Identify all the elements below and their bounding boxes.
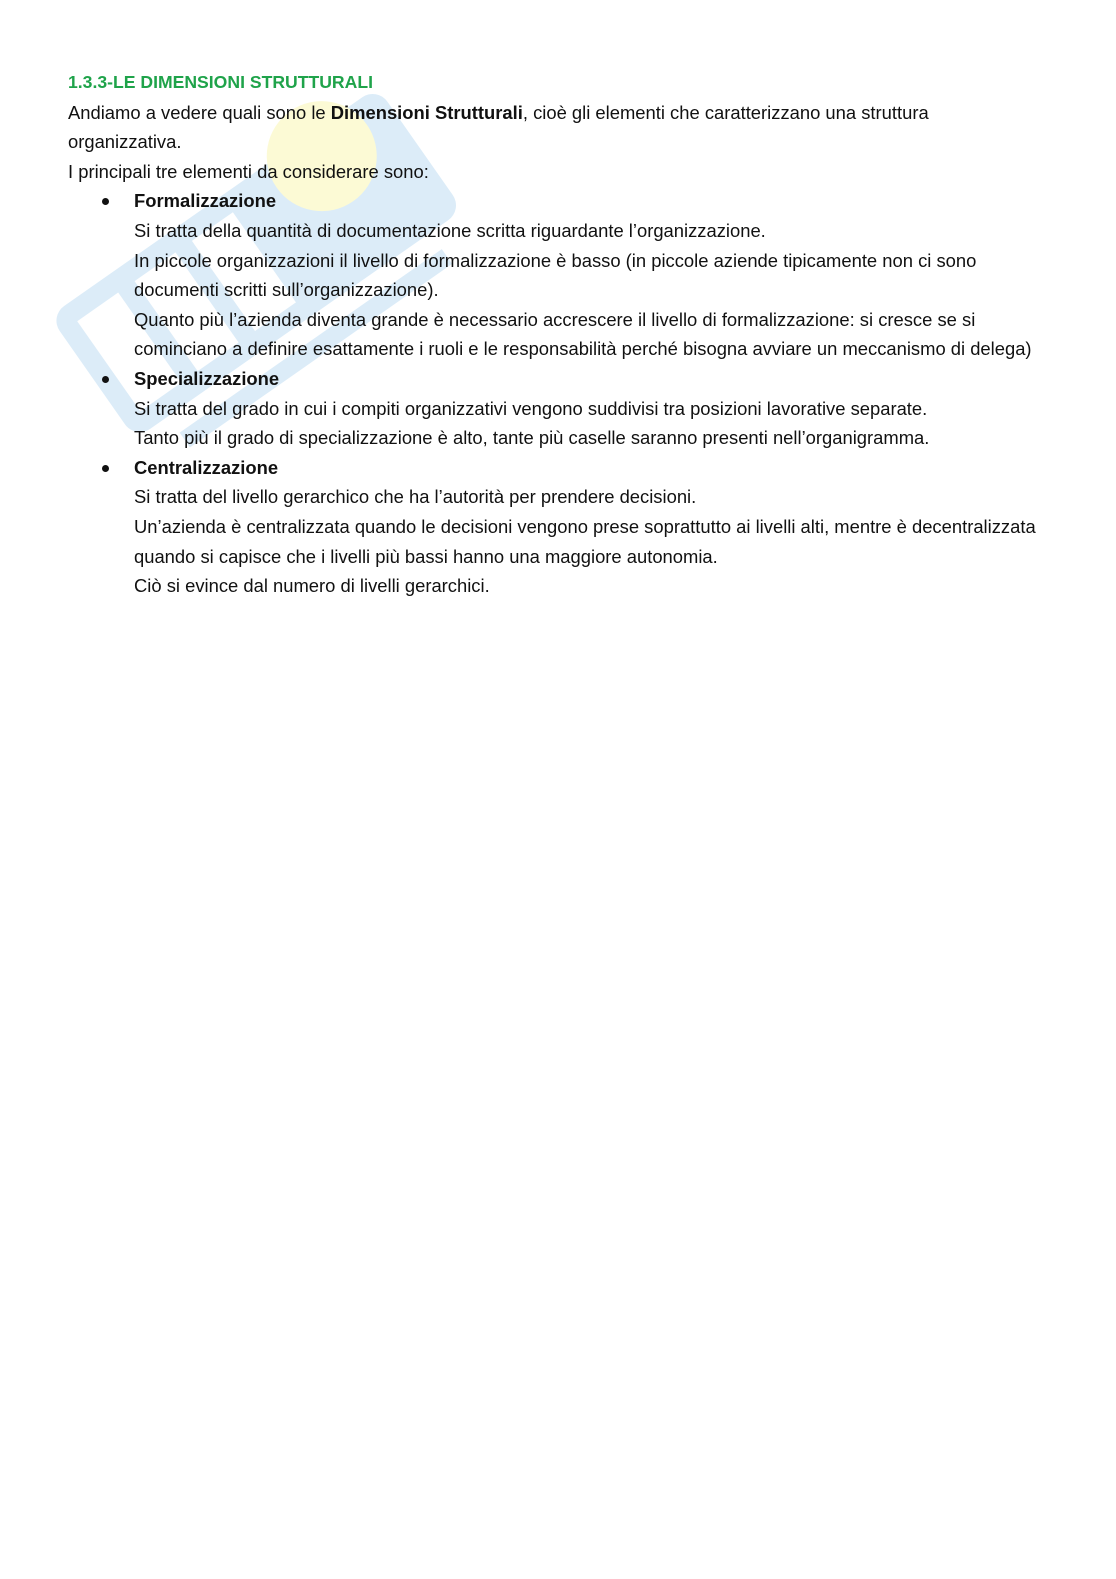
intro-paragraph [68, 98, 1043, 157]
item-line: Quanto più l’azienda diventa grande è necessario accrescere il livello di formalizzazione: si cresce se si cominciano a definire esattamente i ruoli e le responsabilità perché bisogna avviare un meccanismo di delega) [134, 308, 1032, 360]
list-item-specializzazione [68, 364, 1043, 453]
item-title: Specializzazione [134, 367, 280, 389]
dimensions-list [68, 186, 1043, 600]
item-line: Si tratta del livello gerarchico che ha l’autorità per prendere decisioni. [134, 486, 697, 508]
document-body [68, 68, 1043, 601]
item-line: In piccole organizzazioni il livello di formalizzazione è basso (in piccole aziende tipicamente non ci sono documenti scritti sull’organizzazione). [134, 249, 977, 301]
list-item-formalizzazione [68, 186, 1043, 364]
item-line: Tanto più il grado di specializzazione è alto, tante più caselle saranno presenti nell’organigramma. [134, 427, 930, 449]
intro-prefix: Andiamo a vedere quali sono le [68, 101, 331, 123]
bullet-icon [102, 376, 109, 383]
intro-suffix: , cioè gli elementi che caratterizzano una struttura organizzativa. [68, 101, 929, 153]
section-heading: 1.3.3-LE DIMENSIONI STRUTTURALI [68, 72, 373, 92]
item-line: Si tratta della quantità di documentazione scritta riguardante l’organizzazione. [134, 219, 766, 241]
item-line: Si tratta del grado in cui i compiti organizzativi vengono suddivisi tra posizioni lavorative separate. [134, 397, 928, 419]
lead-sentence: I principali tre elementi da considerare sono: [68, 160, 429, 182]
bullet-icon [102, 198, 109, 205]
list-item-centralizzazione [68, 453, 1043, 601]
item-line: Ciò si evince dal numero di livelli gerarchici. [134, 575, 490, 597]
intro-bold-term: Dimensioni Strutturali [330, 101, 523, 123]
item-line: Un’azienda è centralizzata quando le decisioni vengono prese soprattutto ai livelli alti, mentre è decentralizzata quando si capisce che i livelli più bassi hanno una maggiore autonomia. [134, 515, 1036, 567]
item-title: Formalizzazione [134, 190, 277, 212]
bullet-icon [102, 465, 109, 472]
item-title: Centralizzazione [134, 456, 279, 478]
